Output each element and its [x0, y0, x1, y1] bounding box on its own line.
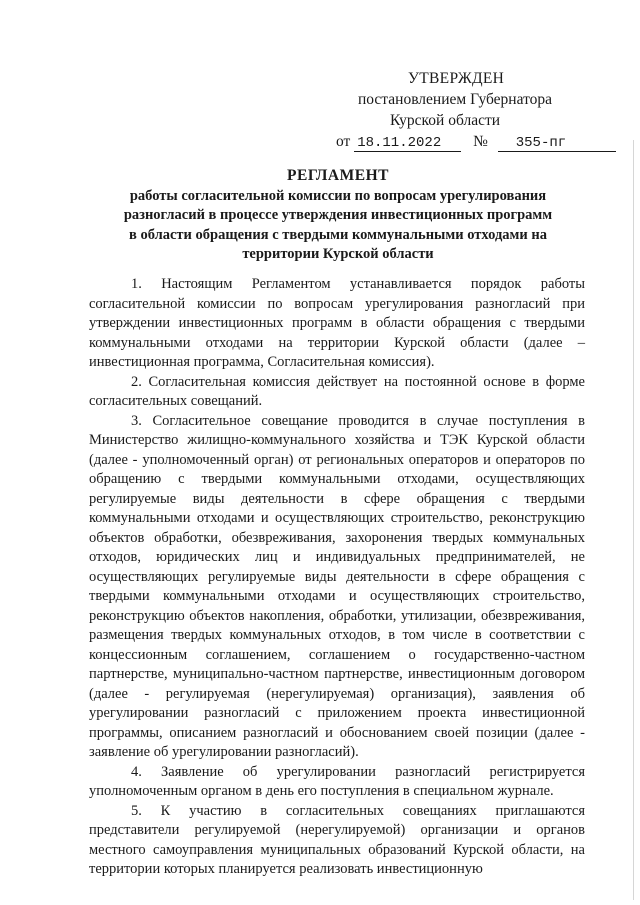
- paragraph-2: 2. Согласительная комиссия действует на постоянной основе в форме согласительных совещаний.: [89, 373, 585, 409]
- document-body: [89, 275, 585, 880]
- date-prefix: от: [336, 133, 351, 150]
- approval-date: 18.11.2022: [354, 136, 461, 152]
- approval-date-number: [330, 131, 590, 152]
- scan-edge-line: [633, 140, 634, 900]
- approval-region: Курской области: [390, 112, 501, 129]
- paragraph-3: 3. Согласительное совещание проводится в случае поступления в Министерство жилищно-коммунального хозяйства и ТЭК Курской области (далее - уполномоченный орган) от региональных операторов и операторов по обращению с твердыми коммунальными отходами, осуществляющих регулируемые виды деятельности в сфере обращения с твердыми коммунальными отходами и осуществляющих строительство, реконструкцию объектов обработки, обезвреживания, захоронения твердых коммунальных отходов, юридических лиц и индивидуальных предпринимателей, не осуществляющих регулируемые виды деятельности в сфере обращения с твердыми коммунальными отходами и осуществляющих строительство, реконструкцию объектов накопления, обработки, утилизации, обезвреживания, размещения твердых коммунальных отходов, в том числе в соответствии с концессионным соглашением, соглашением о государственно-частном партнерстве, муниципально-частном партнерстве, инвестиционным договором (далее - регулируемая (нерегулируемая) организация), заявления об урегулировании разногласий с приложением проекта инвестиционной программы, описанием разногласий и обоснованием своей позиции (далее - заявление об урегулировании разногласий).: [89, 412, 585, 760]
- paragraph-1: 1. Настоящим Регламентом устанавливается порядок работы согласительной комиссии по вопросам урегулирования разногласий при утверждении инвестиционных программ в области обращения с твердыми коммунальными отходами на территории Курской области (далее – инвестиционная программа, Согласительная комиссия).: [89, 276, 585, 370]
- number-sign: №: [473, 133, 488, 150]
- approval-heading: УТВЕРЖДЕН: [408, 70, 505, 87]
- document-heading: РЕГЛАМЕНТ: [287, 167, 389, 184]
- paragraph-4: 4. Заявление об урегулировании разногласий регистрируется уполномоченным органом в день его поступления в специальном журнале.: [89, 763, 585, 799]
- document-title: [90, 166, 586, 265]
- approval-number: 355-пг: [498, 136, 616, 152]
- document-subtitle: работы согласительной комиссии по вопросам урегулирования разногласий в процессе утверждения инвестиционных программ в области обращения с твердыми коммунальными отходами на территории Курской области: [123, 187, 553, 262]
- approval-stamp: [330, 68, 590, 152]
- paragraph-5: 5. К участию в согласительных совещаниях приглашаются представители регулируемой (нерегулируемой) организации и органов местного самоуправления муниципальных образований Курской области, на территории которых планируется реализовать инвестиционную: [89, 802, 585, 877]
- approval-authority: постановлением Губернатора: [358, 91, 553, 108]
